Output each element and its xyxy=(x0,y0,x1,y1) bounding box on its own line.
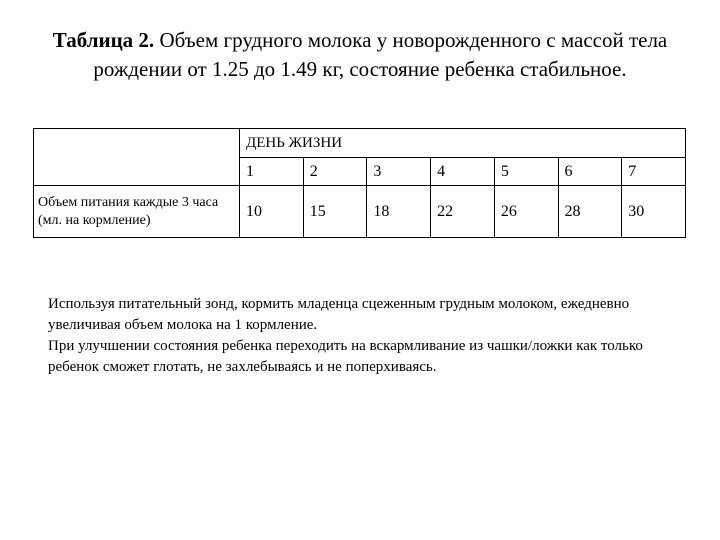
feeding-volume-table xyxy=(33,128,686,238)
note-paragraph: При улучшении состояния ребенка переходить на вскармливание из чашки/ложки как только ребенок сможет глотать, не захлебываясь и не поперхиваясь. xyxy=(48,338,643,375)
volume-cell: 26 xyxy=(494,186,558,238)
day-cell: 5 xyxy=(494,158,558,186)
note-paragraph: Используя питательный зонд, кормить младенца сцеженным грудным молоком, ежедневно увеличивая объем молока на 1 кормление. xyxy=(48,296,630,333)
day-cell: 3 xyxy=(367,158,431,186)
table-title xyxy=(30,26,690,84)
empty-corner-cell xyxy=(34,129,240,186)
day-cell: 1 xyxy=(240,158,304,186)
day-cell: 4 xyxy=(431,158,495,186)
day-cell: 6 xyxy=(558,158,622,186)
day-of-life-header: ДЕНЬ ЖИЗНИ xyxy=(240,129,686,158)
volume-cell: 18 xyxy=(367,186,431,238)
day-cell: 7 xyxy=(622,158,686,186)
volume-row-label: Объем питания каждые 3 часа (мл. на кормление) xyxy=(34,186,240,238)
table-title-label: Таблица 2. xyxy=(52,28,155,52)
table-title-text: Объем грудного молока у новорожденного с массой тела рождении от 1.25 до 1.49 кг, состояние ребенка стабильное. xyxy=(93,28,668,81)
day-cell: 2 xyxy=(303,158,367,186)
volume-cell: 22 xyxy=(431,186,495,238)
volume-cell: 28 xyxy=(558,186,622,238)
table-header-row xyxy=(34,129,686,158)
feeding-notes xyxy=(48,294,688,378)
volume-cell: 30 xyxy=(622,186,686,238)
volume-cell: 10 xyxy=(240,186,304,238)
volume-cell: 15 xyxy=(303,186,367,238)
volume-row xyxy=(34,186,686,238)
